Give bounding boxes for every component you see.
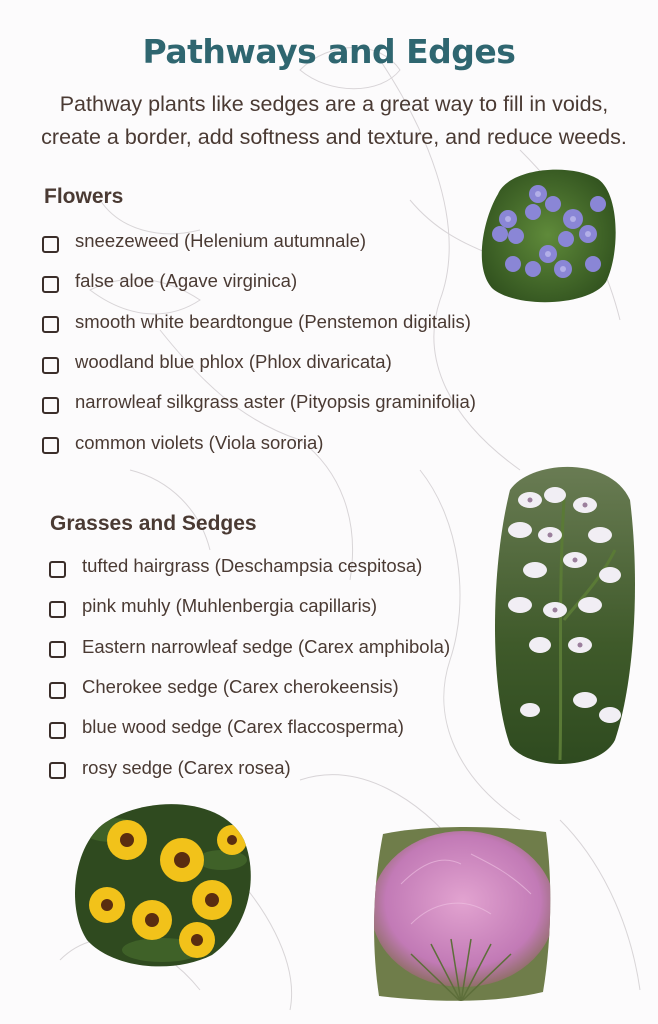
list-item <box>49 546 450 586</box>
checkbox[interactable] <box>49 601 66 618</box>
plant-label: narrowleaf silkgrass aster (Pityopsis graminifolia) <box>75 391 476 413</box>
plant-label: smooth white beardtongue (Penstemon digitalis) <box>75 310 471 332</box>
list-item <box>49 667 450 707</box>
pink-muhly-photo <box>371 824 552 1002</box>
checkbox[interactable] <box>49 561 66 578</box>
plant-label: blue wood sedge (Carex flaccosperma) <box>82 716 404 738</box>
list-item <box>49 707 450 747</box>
page-title: Pathways and Edges <box>142 32 516 71</box>
plant-label: Cherokee sedge (Carex cherokeensis) <box>82 676 399 698</box>
plant-label: tufted hairgrass (Deschampsia cespitosa) <box>82 555 423 577</box>
plant-label: woodland blue phlox (Phlox divaricata) <box>75 351 392 373</box>
flowers-checklist <box>42 221 476 463</box>
checkbox[interactable] <box>42 316 59 333</box>
list-item <box>42 302 476 342</box>
flowers-heading: Flowers <box>44 185 124 208</box>
list-item <box>42 221 476 261</box>
plant-label: rosy sedge (Carex rosea) <box>82 756 291 778</box>
list-item <box>49 586 450 626</box>
grasses-heading: Grasses and Sedges <box>50 512 257 535</box>
checkbox[interactable] <box>49 682 66 699</box>
grasses-checklist <box>49 546 450 788</box>
checkbox[interactable] <box>42 357 59 374</box>
list-item <box>49 627 450 667</box>
list-item <box>42 422 476 462</box>
checkbox[interactable] <box>42 437 59 454</box>
checkbox[interactable] <box>49 722 66 739</box>
list-item <box>49 747 450 787</box>
plant-label: sneezeweed (Helenium autumnale) <box>75 230 367 252</box>
plant-label: common violets (Viola sororia) <box>75 431 324 453</box>
plant-label: Eastern narrowleaf sedge (Carex amphibola) <box>82 635 451 657</box>
plant-label: pink muhly (Muhlenbergia capillaris) <box>82 595 378 617</box>
checkbox[interactable] <box>49 641 66 658</box>
white-beardtongue-photo <box>490 460 635 767</box>
sneezeweed-photo <box>72 800 254 968</box>
list-item <box>42 261 476 301</box>
list-item <box>42 342 476 382</box>
list-item <box>42 382 476 422</box>
plant-label: false aloe (Agave virginica) <box>75 270 298 292</box>
blue-phlox-photo <box>478 164 618 306</box>
checkbox[interactable] <box>42 397 59 414</box>
page-intro: Pathway plants like sedges are a great way to fill in voids, create a border, add softness and texture, and reduce weeds. <box>41 92 627 149</box>
checkbox[interactable] <box>42 236 59 253</box>
checkbox[interactable] <box>42 276 59 293</box>
checkbox[interactable] <box>49 762 66 779</box>
